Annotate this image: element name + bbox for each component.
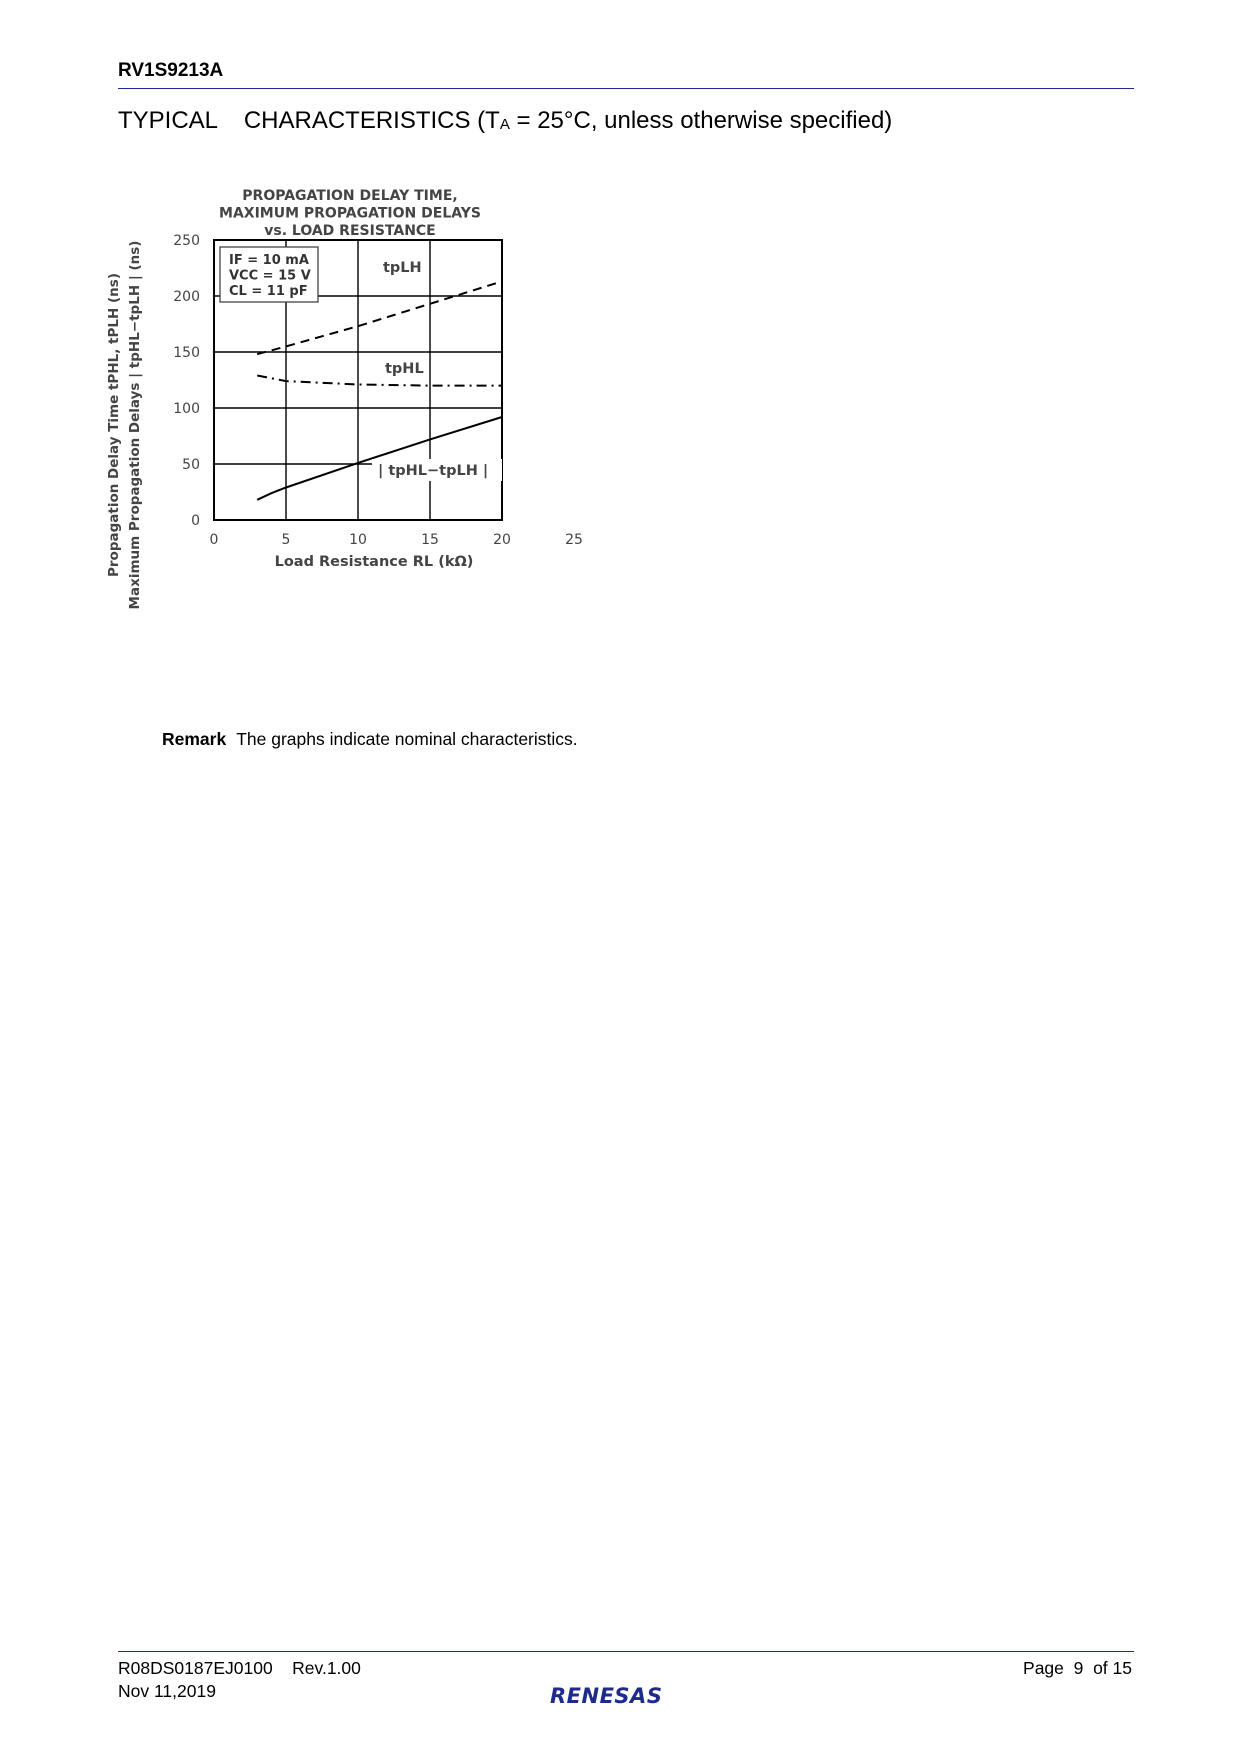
x-tick-label: 15: [421, 532, 439, 548]
x-tick-label: 0: [209, 532, 219, 548]
section-title-post: = 25°C, unless otherwise specified): [509, 107, 893, 134]
chart-ylabel-line: Maximum Propagation Delays | tpHL−tpLH | (ns): [127, 240, 143, 610]
chart-svg: [106, 188, 612, 650]
chart-series-labels: [372, 260, 502, 481]
y-tick-label: 200: [173, 289, 200, 305]
series-line: [257, 376, 502, 386]
y-tick-label: 100: [173, 401, 200, 417]
chart-title-line: PROPAGATION DELAY TIME,: [242, 188, 458, 204]
conditions-box: [220, 247, 318, 302]
chart-title-line: vs. LOAD RESISTANCE: [264, 223, 436, 239]
x-tick-label: 5: [281, 532, 291, 548]
header-divider: [118, 88, 1134, 89]
y-tick-label: 150: [173, 345, 200, 361]
x-tick-label: 10: [349, 532, 367, 548]
remark-text: The graphs indicate nominal characteristics.: [236, 729, 578, 749]
y-tick-label: 250: [173, 233, 200, 249]
chart-title: [219, 188, 481, 239]
section-title-pre: TYPICAL CHARACTERISTICS (T: [118, 107, 500, 134]
condition-line: IF = 10 mA: [229, 253, 309, 268]
remark: [162, 729, 578, 750]
document-number: R08DS0187EJ0100 Rev.1.00: [118, 1658, 361, 1678]
footer-divider: [118, 1651, 1134, 1652]
series-label: tpLH: [383, 260, 422, 276]
x-tick-label: 25: [565, 532, 583, 548]
propagation-delay-chart: [106, 188, 612, 650]
series-line: [257, 417, 502, 500]
chart-ylabel-line: Propagation Delay Time tPHL, tPLH (ns): [106, 273, 122, 577]
remark-label: Remark: [162, 729, 227, 749]
series-label: | tpHL−tpLH |: [378, 463, 489, 479]
y-tick-label: 0: [191, 513, 200, 529]
condition-line: VCC = 15 V: [229, 268, 311, 284]
chart-xlabel: Load Resistance RL (kΩ): [274, 554, 474, 570]
condition-line: CL = 11 pF: [229, 284, 308, 299]
y-tick-label: 50: [182, 457, 200, 473]
renesas-logo-text: RENESAS: [550, 1684, 663, 1708]
section-title-subscript: A: [499, 116, 510, 133]
section-title: [118, 107, 892, 135]
chart-title-line: MAXIMUM PROPAGATION DELAYS: [219, 205, 481, 222]
part-number: RV1S9213A: [118, 60, 224, 81]
page-number: Page 9 of 15: [1023, 1658, 1132, 1678]
document-date: Nov 11,2019: [118, 1681, 216, 1701]
series-label: tpHL: [385, 361, 424, 377]
chart-ylabel: [106, 241, 143, 610]
renesas-logo: [548, 1680, 698, 1710]
x-tick-label: 20: [493, 532, 511, 548]
